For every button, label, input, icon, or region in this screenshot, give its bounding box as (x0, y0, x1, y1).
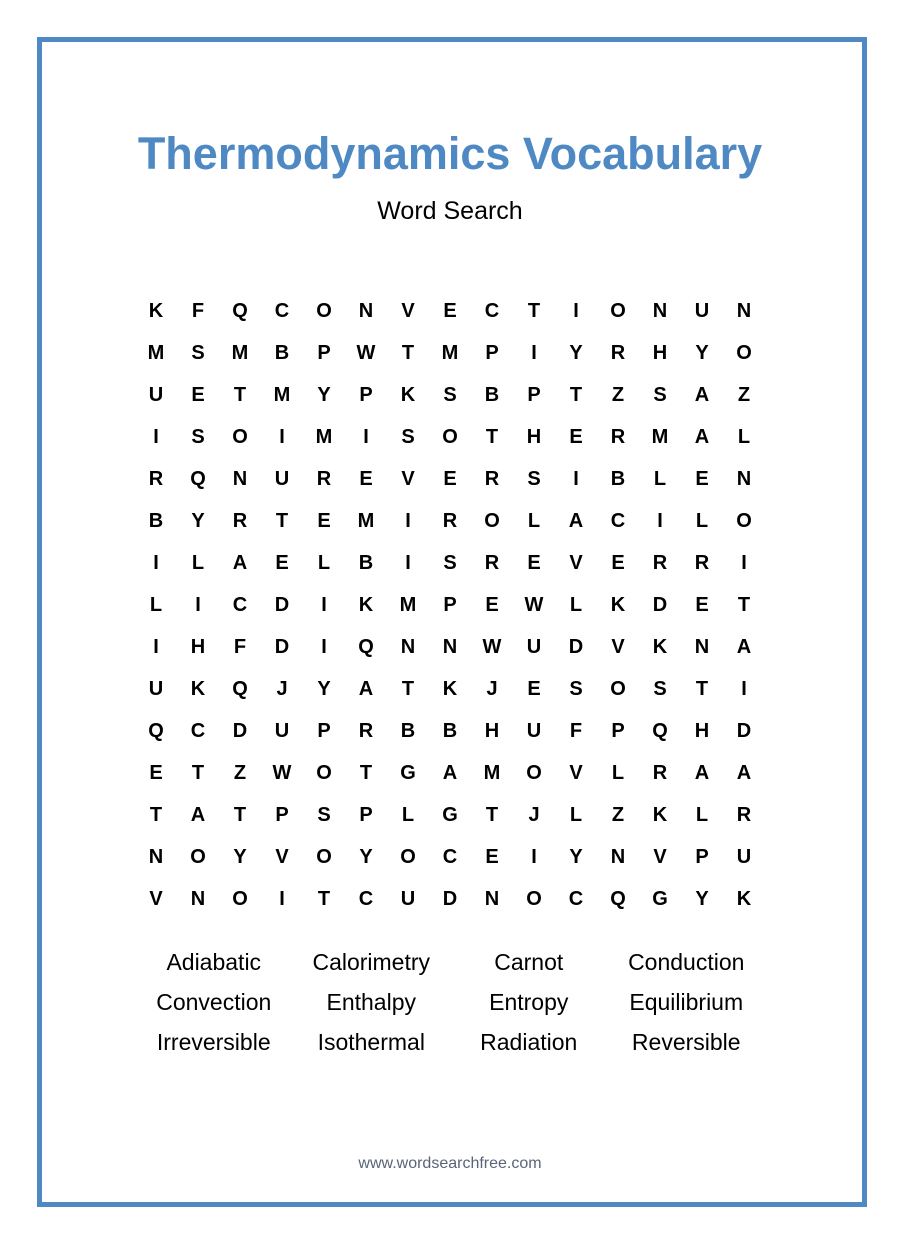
grid-letter: A (694, 761, 710, 784)
grid-letter: L (317, 551, 331, 574)
grid-letter: M (273, 383, 291, 406)
page-subtitle: Word Search (377, 197, 523, 225)
grid-letter: H (694, 719, 710, 742)
grid-letter: K (652, 803, 668, 826)
grid-letter: S (191, 341, 205, 364)
grid-letter: K (442, 677, 458, 700)
grid-letter: W (356, 341, 376, 364)
grid-letter: E (149, 761, 163, 784)
grid-letter: U (526, 635, 542, 658)
grid-letter: R (484, 551, 500, 574)
grid-letter: N (190, 887, 206, 910)
grid-letter: B (400, 719, 416, 742)
grid-letter: H (652, 341, 668, 364)
grid-letter: N (484, 887, 500, 910)
grid-letter: C (274, 299, 290, 322)
grid-letter: O (232, 887, 248, 910)
grid-letter: P (485, 341, 499, 364)
grid-letter: A (232, 551, 248, 574)
grid-letter: D (274, 635, 290, 658)
grid-letter: K (358, 593, 374, 616)
grid-letter: S (653, 677, 667, 700)
letter-grid (135, 290, 765, 920)
grid-letter: V (569, 551, 583, 574)
grid-letter: E (191, 383, 205, 406)
grid-letter: S (317, 803, 331, 826)
grid-letter: Y (695, 887, 709, 910)
grid-letter: G (652, 887, 668, 910)
grid-letter: P (317, 341, 331, 364)
grid-letter: B (610, 467, 626, 490)
grid-letter: P (359, 383, 373, 406)
grid-letter: K (148, 299, 164, 322)
grid-letter: L (401, 803, 415, 826)
grid-letter: R (442, 509, 458, 532)
grid-letter: T (233, 803, 247, 826)
grid-letter: M (357, 509, 375, 532)
grid-letter: I (195, 593, 201, 616)
word-list-item: Radiation (480, 1028, 578, 1055)
grid-letter: E (569, 425, 583, 448)
grid-letter: I (405, 551, 411, 574)
grid-letter: I (405, 509, 411, 532)
grid-letter: Y (569, 845, 583, 868)
grid-letter: H (484, 719, 500, 742)
footer-url: www.wordsearchfree.com (358, 1155, 542, 1172)
grid-letter: R (610, 341, 626, 364)
grid-letter: N (442, 635, 458, 658)
grid-letter: V (401, 467, 415, 490)
grid-letter: V (149, 887, 163, 910)
grid-letter: L (569, 803, 583, 826)
grid-letter: O (190, 845, 206, 868)
grid-letter: A (442, 761, 458, 784)
grid-letter: N (610, 845, 626, 868)
grid-letter: Q (652, 719, 668, 742)
grid-letter: O (316, 299, 332, 322)
grid-letter: E (275, 551, 289, 574)
grid-letter: R (484, 467, 500, 490)
grid-letter: L (191, 551, 205, 574)
grid-letter: I (321, 593, 327, 616)
word-list-item: Equilibrium (629, 988, 744, 1015)
grid-letter: N (400, 635, 416, 658)
grid-letter: I (573, 299, 579, 322)
grid-letter: M (399, 593, 417, 616)
word-list-item: Isothermal (317, 1028, 425, 1055)
grid-letter: R (232, 509, 248, 532)
grid-letter: U (148, 383, 164, 406)
grid-letter: T (317, 887, 331, 910)
grid-letter: W (482, 635, 502, 658)
word-list-item: Convection (156, 988, 272, 1015)
grid-letter: Q (148, 719, 164, 742)
grid-letter: T (401, 677, 415, 700)
grid-letter: S (443, 551, 457, 574)
grid-letter: P (359, 803, 373, 826)
grid-letter: R (148, 467, 164, 490)
grid-letter: R (316, 467, 332, 490)
grid-letter: S (569, 677, 583, 700)
grid-letter: L (569, 593, 583, 616)
grid-letter: T (233, 383, 247, 406)
grid-letter: F (191, 299, 205, 322)
grid-letter: N (148, 845, 164, 868)
grid-letter: I (531, 845, 537, 868)
grid-letter: I (657, 509, 663, 532)
grid-letter: N (736, 467, 752, 490)
grid-letter: F (233, 635, 247, 658)
grid-letter: R (736, 803, 752, 826)
grid-letter: O (316, 761, 332, 784)
grid-letter: D (736, 719, 752, 742)
grid-letter: D (442, 887, 458, 910)
grid-letter: I (279, 887, 285, 910)
grid-letter: Q (610, 887, 626, 910)
grid-letter: K (652, 635, 668, 658)
grid-letter: K (610, 593, 626, 616)
grid-letter: M (231, 341, 249, 364)
grid-letter: T (149, 803, 163, 826)
grid-letter: J (276, 677, 288, 700)
grid-letter: U (274, 719, 290, 742)
grid-letter: K (736, 887, 752, 910)
grid-letter: O (526, 887, 542, 910)
grid-letter: Y (317, 383, 331, 406)
grid-letter: C (484, 299, 500, 322)
grid-letter: Y (695, 341, 709, 364)
grid-letter: T (401, 341, 415, 364)
grid-letter: U (526, 719, 542, 742)
grid-letter: C (568, 887, 584, 910)
word-list-item: Enthalpy (326, 988, 416, 1015)
grid-letter: P (275, 803, 289, 826)
grid-letter: G (400, 761, 416, 784)
grid-letter: T (191, 761, 205, 784)
grid-letter: T (569, 383, 583, 406)
grid-letter: O (316, 845, 332, 868)
grid-letter: O (232, 425, 248, 448)
grid-letter: T (737, 593, 751, 616)
grid-letter: I (153, 425, 159, 448)
grid-letter: M (315, 425, 333, 448)
grid-letter: Z (737, 383, 751, 406)
grid-letter: T (359, 761, 373, 784)
grid-letter: O (400, 845, 416, 868)
grid-letter: I (531, 341, 537, 364)
grid-letter: H (190, 635, 206, 658)
grid-letter: V (401, 299, 415, 322)
grid-letter: Z (611, 383, 625, 406)
grid-letter: B (148, 509, 164, 532)
grid-letter: F (569, 719, 583, 742)
grid-letter: C (232, 593, 248, 616)
grid-letter: L (611, 761, 625, 784)
grid-letter: S (401, 425, 415, 448)
grid-letter: E (527, 551, 541, 574)
grid-letter: E (443, 467, 457, 490)
grid-letter: N (652, 299, 668, 322)
grid-letter: R (358, 719, 374, 742)
grid-letter: S (653, 383, 667, 406)
grid-letter: C (610, 509, 626, 532)
grid-letter: D (274, 593, 290, 616)
grid-letter: S (191, 425, 205, 448)
grid-letter: T (485, 425, 499, 448)
grid-letter: P (443, 593, 457, 616)
grid-letter: E (443, 299, 457, 322)
grid-letter: Q (232, 299, 248, 322)
word-list-item: Reversible (631, 1028, 741, 1055)
grid-letter: I (741, 551, 747, 574)
grid-letter: V (275, 845, 289, 868)
grid-letter: O (610, 299, 626, 322)
grid-letter: D (652, 593, 668, 616)
grid-letter: T (527, 299, 541, 322)
word-list-item: Irreversible (156, 1028, 271, 1055)
grid-letter: Y (317, 677, 331, 700)
grid-letter: R (610, 425, 626, 448)
grid-letter: P (527, 383, 541, 406)
grid-letter: P (317, 719, 331, 742)
grid-letter: L (737, 425, 751, 448)
grid-letter: U (400, 887, 416, 910)
grid-letter: D (232, 719, 248, 742)
grid-letter: E (359, 467, 373, 490)
grid-letter: I (363, 425, 369, 448)
grid-letter: O (442, 425, 458, 448)
grid-letter: Y (569, 341, 583, 364)
grid-letter: E (317, 509, 331, 532)
grid-letter: I (153, 635, 159, 658)
grid-letter: Z (233, 761, 247, 784)
grid-letter: M (441, 341, 459, 364)
grid-letter: L (695, 803, 709, 826)
grid-letter: P (695, 845, 709, 868)
grid-letter: U (736, 845, 752, 868)
grid-letter: J (528, 803, 540, 826)
grid-letter: O (610, 677, 626, 700)
grid-letter: E (611, 551, 625, 574)
grid-letter: A (694, 425, 710, 448)
grid-letter: A (190, 803, 206, 826)
word-list-item: Conduction (628, 948, 745, 975)
grid-letter: M (651, 425, 669, 448)
grid-letter: Z (611, 803, 625, 826)
grid-letter: I (321, 635, 327, 658)
grid-letter: Q (232, 677, 248, 700)
page-title: Thermodynamics Vocabulary (137, 128, 763, 179)
grid-letter: T (275, 509, 289, 532)
grid-letter: V (653, 845, 667, 868)
grid-letter: A (694, 383, 710, 406)
grid-letter: M (147, 341, 165, 364)
word-list-item: Calorimetry (312, 948, 431, 975)
grid-letter: K (400, 383, 416, 406)
grid-letter: B (358, 551, 374, 574)
grid-letter: U (274, 467, 290, 490)
grid-letter: U (148, 677, 164, 700)
grid-letter: E (695, 593, 709, 616)
grid-letter: L (149, 593, 163, 616)
grid-letter: R (652, 551, 668, 574)
grid-letter: G (442, 803, 458, 826)
grid-letter: N (232, 467, 248, 490)
grid-letter: L (695, 509, 709, 532)
grid-letter: B (274, 341, 290, 364)
grid-letter: P (611, 719, 625, 742)
grid-letter: L (527, 509, 541, 532)
grid-letter: M (483, 761, 501, 784)
grid-letter: Q (190, 467, 206, 490)
grid-letter: V (611, 635, 625, 658)
grid-letter: E (485, 845, 499, 868)
grid-letter: Q (358, 635, 374, 658)
word-list-item: Entropy (489, 988, 569, 1015)
grid-letter: W (272, 761, 292, 784)
grid-letter: Y (233, 845, 247, 868)
word-list (135, 942, 765, 1062)
grid-letter: C (358, 887, 374, 910)
grid-letter: O (484, 509, 500, 532)
grid-letter: O (736, 509, 752, 532)
grid-letter: V (569, 761, 583, 784)
grid-letter: U (694, 299, 710, 322)
grid-letter: O (736, 341, 752, 364)
grid-letter: S (527, 467, 541, 490)
grid-letter: O (526, 761, 542, 784)
grid-letter: E (485, 593, 499, 616)
grid-letter: K (190, 677, 206, 700)
grid-letter: N (358, 299, 374, 322)
grid-letter: R (652, 761, 668, 784)
word-list-item: Carnot (494, 948, 564, 975)
grid-letter: T (695, 677, 709, 700)
grid-letter: I (153, 551, 159, 574)
grid-letter: L (653, 467, 667, 490)
grid-letter: S (443, 383, 457, 406)
grid-letter: B (442, 719, 458, 742)
grid-letter: A (736, 635, 752, 658)
grid-letter: I (279, 425, 285, 448)
grid-letter: C (442, 845, 458, 868)
grid-letter: I (573, 467, 579, 490)
grid-letter: A (358, 677, 374, 700)
grid-letter: J (486, 677, 498, 700)
grid-letter: W (524, 593, 544, 616)
grid-letter: C (190, 719, 206, 742)
grid-letter: Y (359, 845, 373, 868)
grid-letter: N (694, 635, 710, 658)
grid-letter: I (741, 677, 747, 700)
grid-letter: T (485, 803, 499, 826)
grid-letter: A (736, 761, 752, 784)
grid-letter: H (526, 425, 542, 448)
grid-letter: E (527, 677, 541, 700)
grid-letter: E (695, 467, 709, 490)
grid-letter: R (694, 551, 710, 574)
word-list-item: Adiabatic (166, 948, 262, 975)
grid-letter: D (568, 635, 584, 658)
grid-letter: N (736, 299, 752, 322)
grid-letter: B (484, 383, 500, 406)
grid-letter: A (568, 509, 584, 532)
grid-letter: Y (191, 509, 205, 532)
